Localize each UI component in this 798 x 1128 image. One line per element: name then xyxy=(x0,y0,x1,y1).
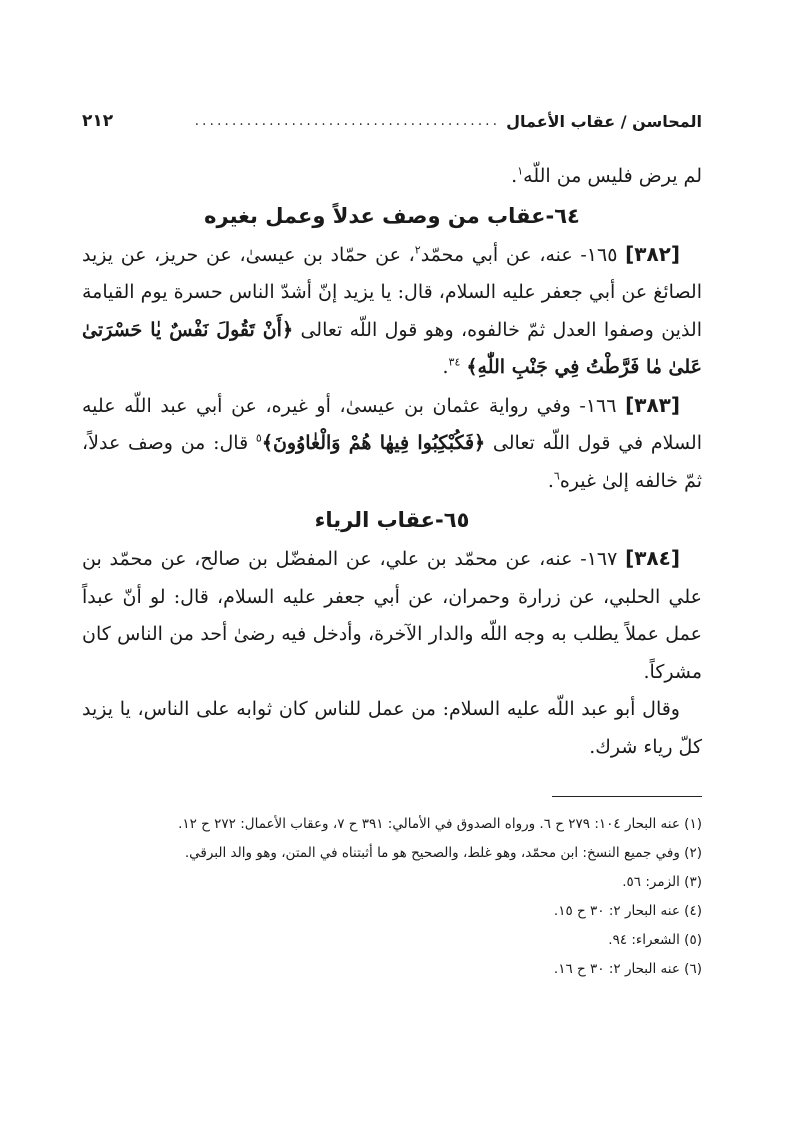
hadith-383 xyxy=(82,387,702,501)
hadith-384-text: ١٦٧- عنه، عن محمّد بن علي، عن المفضّل بن صالح، عن محمّد بن علي الحلبي، عن زرارة وحمران، عن أبي جعفر عليه السلام، قال: لو أنّ عبداً عمل عملاً يطلب به وجه اللّه والدار الآخرة، وأدخل فيه رضىٰ أحد من الناس كان مشركاً. xyxy=(82,548,702,683)
hadith-384 xyxy=(82,540,702,691)
section-heading-64: ٦٤-عقاب من وصف عدلاً وعمل بغيره xyxy=(204,203,580,228)
book-page xyxy=(82,96,702,1096)
closing-paragraph: وقال أبو عبد اللّه عليه السلام: من عمل للناس كان ثوابه على الناس، يا يزيد كلّ رياء شرك. xyxy=(82,698,702,758)
footnote-3: (٣) الزمر: ٥٦. xyxy=(622,874,702,890)
quran-verse-zumar: ﴿أَنْ تَقُولَ نَفْسٌ يٰا حَسْرَتىٰ عَلىٰ مٰا فَرَّطْتُ فِي جَنْبِ اللّٰهِ﴾ xyxy=(82,318,702,378)
hadith-number-382: [٣٨٢] xyxy=(625,241,680,266)
hadith-382-part2: ، عن حمّاد بن عيسىٰ، عن حريز، عن يزيد الصائغ عن أبي جعفر عليه السلام، قال: يا يزيد إنّ أشدّ الناس حسرة يوم القيامة الذين وصفوا العدل ثمّ خالفوه، وهو قول اللّه تعالى xyxy=(82,243,702,341)
footnote-5: (٥) الشعراء: ٩٤. xyxy=(608,932,702,948)
continuation-line xyxy=(82,158,702,196)
hadith-382-part1: ١٦٥- عنه، عن أبي محمّد xyxy=(420,243,626,266)
header-title: المحاسن / عقاب الأعمال xyxy=(506,111,702,131)
footnote-2: (٢) وفي جميع النسخ: ابن محمّد، وهو غلط، والصحيح هو ما أثبتناه في المتن، وهو والد البرقي. xyxy=(184,845,702,861)
footnote-divider xyxy=(552,796,702,797)
page-number: ٢١٢ xyxy=(82,111,114,131)
footnote-ref-1[interactable]: ١ xyxy=(517,164,524,178)
hadith-number-384: [٣٨٤] xyxy=(625,546,680,570)
footnote-ref-3[interactable]: ٣ xyxy=(448,355,455,369)
footnotes xyxy=(82,811,702,985)
footnote-ref-6[interactable]: ٦ xyxy=(553,469,560,483)
footnote-ref-2[interactable]: ٢ xyxy=(414,243,421,257)
hadith-number-383: [٣٨٣] xyxy=(625,392,680,417)
hadith-382-end: . xyxy=(442,356,449,378)
footnote-ref-5[interactable]: ٥ xyxy=(255,431,262,445)
hadith-383-end: . xyxy=(547,469,554,492)
running-header xyxy=(82,106,702,136)
hadith-383-part1: ١٦٦- وفي رواية عثمان بن عيسىٰ، أو غيره، عن أبي عبد اللّه عليه السلام في قول اللّه تعالى xyxy=(82,394,702,454)
quran-verse-shuara: ﴿فَكُبْكِبُوا فِيهٰا هُمْ وَالْغٰاوُونَ﴾ xyxy=(261,432,486,454)
hadith-383-part2: قال: من وصف عدلاً، ثمّ خالفه إلىٰ غيره xyxy=(82,432,702,492)
section-heading-65: ٦٥-عقاب الرياء xyxy=(314,508,470,532)
header-dot-leader: ......................................... xyxy=(194,113,501,129)
hadith-382 xyxy=(82,236,702,387)
footnote-ref-4[interactable]: ٤ xyxy=(454,355,461,369)
footnote-4: (٤) عنه البحار ٢: ٣٠ ح ١٥. xyxy=(553,903,702,919)
opening-line-text: لم يرض فليس من اللّه xyxy=(523,165,702,187)
footnote-6: (٦) عنه البحار ٢: ٣٠ ح ١٦. xyxy=(553,961,702,977)
footnote-1: (١) عنه البحار ١٠٤: ٢٧٩ ح ٦. ورواه الصدوق في الأمالي: ٣٩١ ح ٧، وعقاب الأعمال: ٢٧٢ ح ١٢. xyxy=(178,816,702,832)
opening-line-end: . xyxy=(511,165,518,187)
main-text xyxy=(82,158,702,766)
